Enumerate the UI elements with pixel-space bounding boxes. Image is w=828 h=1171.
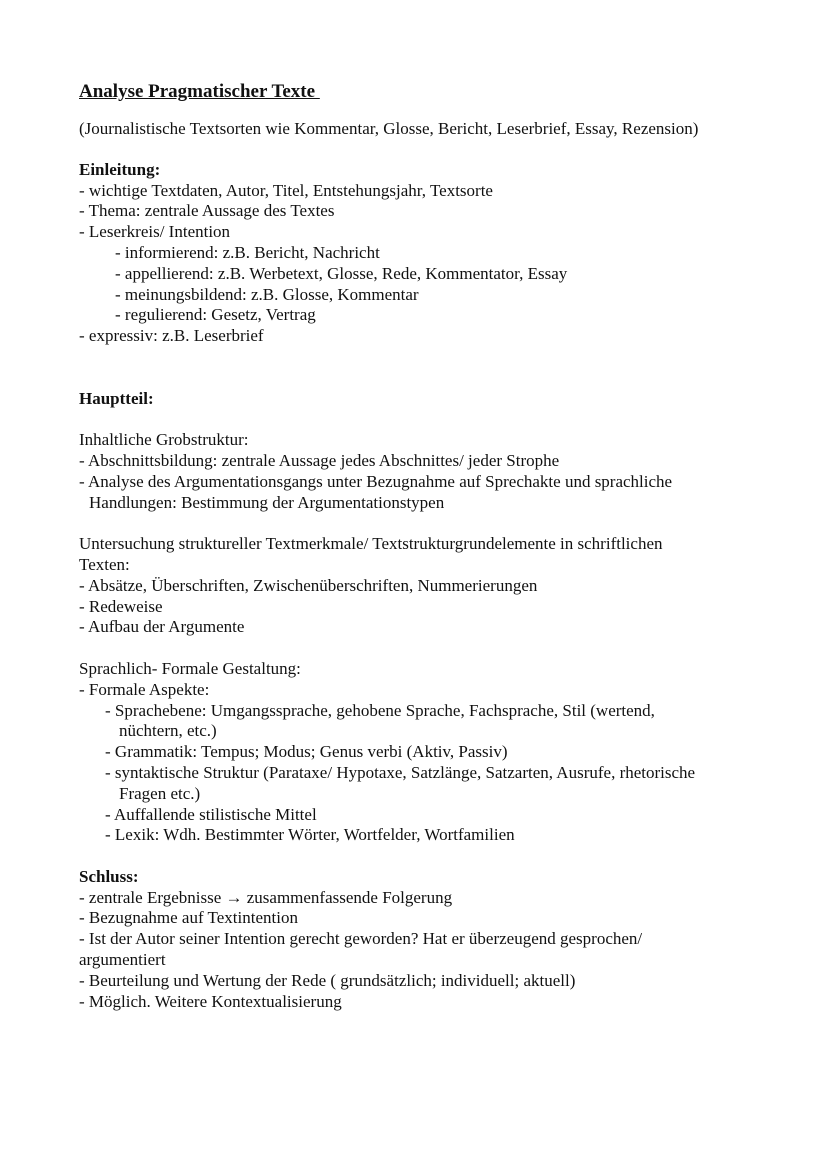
sub-list-item: - meinungsbildend: z.B. Glosse, Kommentar (115, 284, 419, 304)
list-item: - Redeweise (79, 596, 163, 616)
sub-list-item: - appellierend: z.B. Werbetext, Glosse, Rede, Kommentator, Essay (115, 263, 568, 283)
subsection-label-struktur-cont: Texten: (79, 554, 130, 574)
list-item: - Ist der Autor seiner Intention gerecht geworden? Hat er überzeugend gesprochen/ (79, 929, 643, 949)
list-item: - Bezugnahme auf Textintention (79, 908, 298, 928)
list-item: - wichtige Textdaten, Autor, Titel, Entstehungsjahr, Textsorte (79, 180, 493, 200)
subsection-label-inhalt: Inhaltliche Grobstruktur: (79, 430, 249, 450)
list-item: - Beurteilung und Wertung der Rede ( grundsätzlich; individuell; aktuell) (79, 970, 576, 990)
sub-list-item: - Auffallende stilistische Mittel (105, 804, 317, 824)
sub-list-item: - Grammatik: Tempus; Modus; Genus verbi (Aktiv, Passiv) (105, 742, 508, 762)
list-item: - Leserkreis/ Intention (79, 222, 231, 242)
list-item: - expressiv: z.B. Leserbrief (79, 326, 264, 346)
section-einleitung (79, 160, 759, 347)
sub-list-item: - informierend: z.B. Bericht, Nachricht (115, 242, 380, 262)
section-heading-hauptteil: Hauptteil: (79, 388, 154, 408)
list-item: - Formale Aspekte: (79, 679, 210, 699)
document-subtitle: (Journalistische Textsorten wie Kommentar, Glosse, Bericht, Leserbrief, Essay, Rezension) (79, 119, 699, 138)
list-item-continuation: argumentiert (79, 950, 166, 970)
subsection-label-sprache: Sprachlich- Formale Gestaltung: (79, 658, 301, 678)
section-heading-einleitung: Einleitung: (79, 159, 161, 179)
spacer (79, 347, 759, 389)
document-page (79, 80, 759, 1012)
section-hauptteil (79, 389, 759, 847)
sub-list-item: - Lexik: Wdh. Bestimmter Wörter, Wortfelder, Wortfamilien (105, 825, 515, 845)
sub-list-item-continuation: nüchtern, etc.) (119, 721, 217, 741)
list-item: - Abschnittsbildung: zentrale Aussage jedes Abschnittes/ jeder Strophe (79, 450, 560, 470)
list-item: - Aufbau der Argumente (79, 617, 245, 637)
list-item: - Möglich. Weitere Kontextualisierung (79, 991, 342, 1011)
sub-list-item: - syntaktische Struktur (Parataxe/ Hypotaxe, Satzlänge, Satzarten, Ausrufe, rhetorische (105, 762, 696, 782)
list-item: - Absätze, Überschriften, Zwischenüberschriften, Nummerierungen (79, 575, 538, 595)
section-schluss (79, 867, 759, 1013)
sub-list-item-continuation: Fragen etc.) (119, 783, 201, 803)
document-title: Analyse Pragmatischer Texte (79, 81, 320, 102)
list-item: - Analyse des Argumentationsgangs unter Bezugnahme auf Sprechakte und sprachliche (79, 471, 673, 491)
section-heading-schluss: Schluss: (79, 866, 139, 886)
list-item-continuation: Handlungen: Bestimmung der Argumentationstypen (89, 492, 445, 512)
sub-list-item: - Sprachebene: Umgangssprache, gehobene Sprache, Fachsprache, Stil (wertend, (105, 700, 655, 720)
list-item: - Thema: zentrale Aussage des Textes (79, 201, 335, 221)
list-item: - zentrale Ergebnisse → zusammenfassende Folgerung (79, 887, 453, 907)
subsection-label-struktur: Untersuchung struktureller Textmerkmale/ Textstrukturgrundelemente in schriftlichen (79, 534, 663, 554)
sub-list-item: - regulierend: Gesetz, Vertrag (115, 305, 316, 325)
